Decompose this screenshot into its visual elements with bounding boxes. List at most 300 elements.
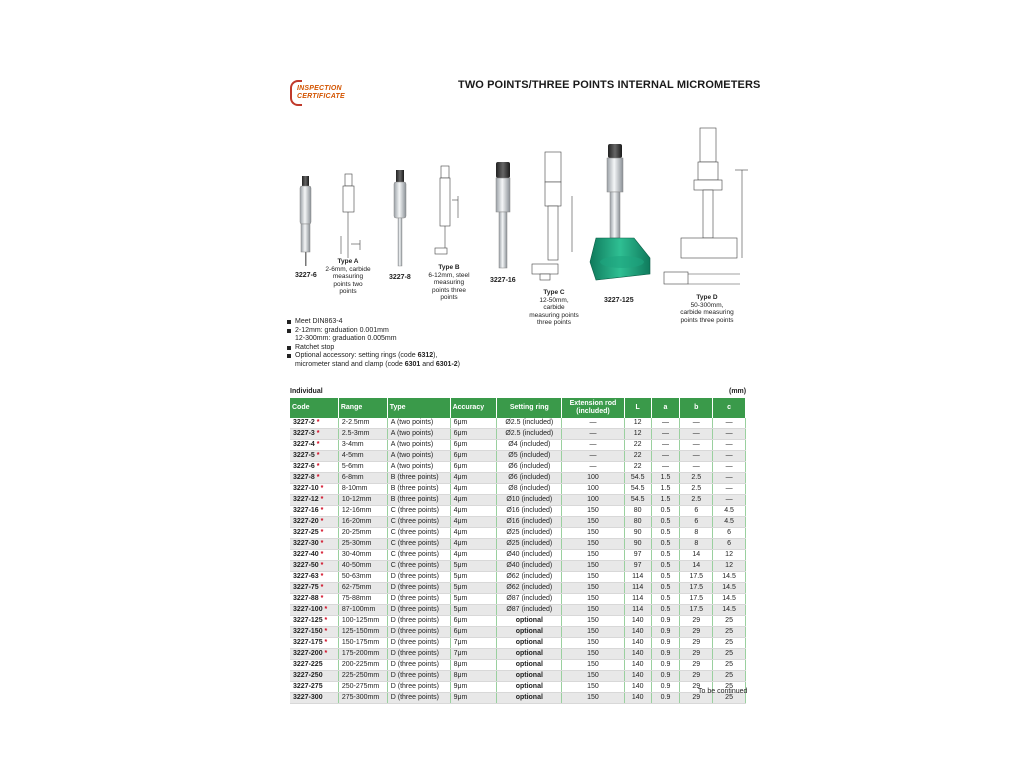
cell-c: 6 [713,539,746,550]
type-c-drawing [532,152,572,280]
cell-range: 5-6mm [338,462,387,473]
code-text: 3227-50 [293,562,319,569]
cell-extension-rod: — [562,429,625,440]
page-title: TWO POINTS/THREE POINTS INTERNAL MICROMETERS [458,79,761,91]
cell-a: 0.9 [651,660,680,671]
cell-c: 14.5 [713,572,746,583]
cell-c: — [713,495,746,506]
cell-l: 140 [624,682,651,693]
cell-a: 0.5 [651,561,680,572]
cell-extension-rod: 150 [562,528,625,539]
feature-text: 12-300mm: graduation 0.005mm [295,335,397,342]
feature-list [287,318,460,369]
cell-accuracy: 4μm [450,539,497,550]
cell-a: 0.5 [651,550,680,561]
cell-code [290,561,338,572]
cell-a: 1.5 [651,473,680,484]
code-text: 3227-20 [293,518,319,525]
type-b-drawing [435,166,458,254]
cell-type: D (three points) [387,583,450,594]
cell-extension-rod: 150 [562,616,625,627]
cell-a: — [651,418,680,429]
table-row [290,440,746,451]
cell-accuracy: 4μm [450,528,497,539]
cell-l: 22 [624,451,651,462]
cell-range: 40-50mm [338,561,387,572]
cell-accuracy: 7μm [450,649,497,660]
code-text: 3227-250 [293,672,323,679]
bullet-icon [287,320,291,324]
type-d-desc: 50-300mm, carbide measuring points three points [680,301,734,324]
inspection-star-icon: * [322,606,328,613]
cell-range: 10-12mm [338,495,387,506]
cell-setting-ring: optional [497,660,562,671]
cell-c: 12 [713,550,746,561]
cell-range: 75-88mm [338,594,387,605]
cell-b: 29 [680,627,713,638]
cell-accuracy: 6μm [450,451,497,462]
feature-text: ) [457,360,461,368]
col-header-c: c [713,398,746,418]
cell-code [290,638,338,649]
cell-setting-ring: optional [497,649,562,660]
cell-code [290,440,338,451]
cell-accuracy: 5μm [450,605,497,616]
cell-b: 14 [680,550,713,561]
cell-extension-rod: 150 [562,671,625,682]
cell-range: 250-275mm [338,682,387,693]
cell-type: D (three points) [387,682,450,693]
cell-setting-ring: Ø8 (included) [497,484,562,495]
cell-a: 0.5 [651,506,680,517]
cell-c: 12 [713,561,746,572]
code-text: 3227-10 [293,485,319,492]
logo-line2: CERTIFICATE [297,93,345,100]
cell-extension-rod: 150 [562,517,625,528]
cell-accuracy: 4μm [450,517,497,528]
table-row [290,495,746,506]
cell-range: 87-100mm [338,605,387,616]
cell-c: — [713,418,746,429]
table-row [290,594,746,605]
table-row [290,462,746,473]
code-text: 3227-12 [293,496,319,503]
cell-range: 2-2.5mm [338,418,387,429]
cell-range: 3-4mm [338,440,387,451]
cell-type: C (three points) [387,506,450,517]
logo-line1: INSPECTION [297,85,342,92]
micrometer-3227-16-image [496,162,510,268]
cell-extension-rod: 100 [562,495,625,506]
cell-accuracy: 4μm [450,473,497,484]
cell-type: A (two points) [387,440,450,451]
cell-c: 25 [713,649,746,660]
cell-range: 150-175mm [338,638,387,649]
code-text: 3227-3 [293,430,315,437]
cell-c: 14.5 [713,583,746,594]
cell-accuracy: 6μm [450,418,497,429]
table-row [290,583,746,594]
cell-l: 140 [624,616,651,627]
table-body [290,418,746,704]
cell-extension-rod: 150 [562,649,625,660]
cell-b: 29 [680,660,713,671]
type-a-label: Type A [337,258,359,265]
table-header-row [290,398,746,418]
cell-code [290,539,338,550]
table-row [290,528,746,539]
cell-a: — [651,462,680,473]
cell-b: 14 [680,561,713,572]
cell-type: B (three points) [387,495,450,506]
inspection-star-icon: * [318,573,324,580]
feature-text: micrometer stand and clamp (code [295,360,405,368]
col-header-code: Code [290,398,338,418]
cell-type: C (three points) [387,517,450,528]
cell-b: 8 [680,539,713,550]
cell-b: 29 [680,671,713,682]
cell-c: 25 [713,616,746,627]
cell-type: C (three points) [387,550,450,561]
code-text: 3227-300 [293,694,323,701]
cell-c: 4.5 [713,517,746,528]
code-text: 3227-63 [293,573,319,580]
cell-c: — [713,462,746,473]
cell-extension-rod: 150 [562,693,625,704]
inspection-star-icon: * [322,617,328,624]
cell-l: 97 [624,550,651,561]
bullet-icon [287,354,291,358]
cell-c: 14.5 [713,594,746,605]
cell-setting-ring: Ø25 (included) [497,528,562,539]
feature-text-line2 [295,361,460,370]
cell-c: 6 [713,528,746,539]
cell-c: 25 [713,693,746,704]
cell-b: 17.5 [680,594,713,605]
cell-accuracy: 5μm [450,561,497,572]
bullet-icon [287,346,291,350]
cell-accuracy: 6μm [450,627,497,638]
cell-setting-ring: optional [497,671,562,682]
cell-b: 2.5 [680,484,713,495]
cell-b: 29 [680,616,713,627]
cell-accuracy: 6μm [450,440,497,451]
col-header-l: L [624,398,651,418]
cell-a: 0.5 [651,605,680,616]
cell-c: 25 [713,660,746,671]
cell-setting-ring: Ø5 (included) [497,451,562,462]
cell-type: D (three points) [387,693,450,704]
cell-range: 100-125mm [338,616,387,627]
cell-accuracy: 6μm [450,462,497,473]
cell-extension-rod: — [562,440,625,451]
feature-text: and [420,360,436,368]
cell-l: 54.5 [624,473,651,484]
micrometer-3227-125-image [590,144,650,280]
cell-a: 0.9 [651,682,680,693]
cell-code [290,627,338,638]
cell-c: 25 [713,671,746,682]
cell-a: 0.9 [651,693,680,704]
cell-setting-ring: Ø10 (included) [497,495,562,506]
cell-a: 0.9 [651,616,680,627]
cell-code [290,484,338,495]
table-row [290,605,746,616]
table-row [290,616,746,627]
cell-b: 29 [680,649,713,660]
code-text: 3227-40 [293,551,319,558]
cell-range: 62-75mm [338,583,387,594]
cell-b: 29 [680,682,713,693]
cell-setting-ring: Ø6 (included) [497,462,562,473]
code-text: 3227-200 [293,650,323,657]
cell-extension-rod: — [562,451,625,462]
cell-b: 17.5 [680,583,713,594]
cell-l: 80 [624,517,651,528]
cell-setting-ring: Ø6 (included) [497,473,562,484]
cell-code [290,605,338,616]
cell-range: 4-5mm [338,451,387,462]
table-row [290,660,746,671]
type-b-label: Type B [438,264,460,271]
cell-a: 0.5 [651,572,680,583]
feature-text: Meet DIN863-4 [295,318,343,325]
col-header-extension-rod: Extension rod (included) [562,398,625,418]
cell-b: 17.5 [680,572,713,583]
cell-code [290,506,338,517]
cell-b: 29 [680,638,713,649]
cell-extension-rod: 150 [562,583,625,594]
cell-type: D (three points) [387,616,450,627]
cell-extension-rod: 150 [562,594,625,605]
cell-b: 6 [680,506,713,517]
cell-range: 175-200mm [338,649,387,660]
cell-type: C (three points) [387,539,450,550]
cell-a: 1.5 [651,484,680,495]
cell-type: A (two points) [387,462,450,473]
inspection-star-icon: * [318,551,324,558]
col-header-accuracy: Accuracy [450,398,497,418]
inspection-star-icon: * [314,463,320,470]
cell-setting-ring: Ø4 (included) [497,440,562,451]
cell-a: 0.9 [651,627,680,638]
cell-setting-ring: Ø16 (included) [497,517,562,528]
code-text: 3227-75 [293,584,319,591]
cell-range: 8-10mm [338,484,387,495]
table-row [290,627,746,638]
feature-text: ), [433,352,438,359]
feature-text: Optional accessory: setting rings (code [295,352,418,359]
inspection-star-icon: * [314,452,320,459]
cell-extension-rod: 150 [562,605,625,616]
table-row [290,682,746,693]
cell-b: — [680,440,713,451]
type-d-drawing [664,128,748,284]
cell-c: 14.5 [713,605,746,616]
cell-b: 29 [680,693,713,704]
cell-a: — [651,451,680,462]
table-row [290,561,746,572]
cell-l: 140 [624,627,651,638]
cell-a: 0.5 [651,517,680,528]
cell-type: A (two points) [387,418,450,429]
cell-code [290,473,338,484]
col-header-range: Range [338,398,387,418]
cell-code [290,550,338,561]
cell-l: 114 [624,605,651,616]
cell-a: 0.5 [651,528,680,539]
cell-l: 140 [624,649,651,660]
inspection-star-icon: * [318,540,324,547]
table-section-label: Individual [290,388,323,395]
code-text: 3227-150 [293,628,323,635]
inspection-star-icon: * [318,485,324,492]
cell-l: 12 [624,429,651,440]
cell-setting-ring: Ø2.5 (included) [497,418,562,429]
cell-a: 1.5 [651,495,680,506]
cell-l: 114 [624,583,651,594]
table-row [290,506,746,517]
inspection-star-icon: * [322,650,328,657]
cell-extension-rod: — [562,418,625,429]
cell-setting-ring: optional [497,638,562,649]
code-text: 3227-16 [293,507,319,514]
cell-extension-rod: 150 [562,660,625,671]
inspection-star-icon: * [314,441,320,448]
cell-a: — [651,429,680,440]
cell-a: 0.9 [651,649,680,660]
feature-item [287,352,460,369]
cell-setting-ring: Ø62 (included) [497,583,562,594]
cell-type: B (three points) [387,473,450,484]
cell-accuracy: 5μm [450,572,497,583]
cell-a: 0.5 [651,539,680,550]
cell-c: — [713,473,746,484]
type-b-desc: 6-12mm, steel measuring points three points [428,271,470,301]
inspection-star-icon: * [318,529,324,536]
inspection-star-icon: * [318,518,324,525]
cell-setting-ring: optional [497,627,562,638]
cell-code [290,528,338,539]
table-row [290,451,746,462]
cell-type: B (three points) [387,484,450,495]
cell-range: 225-250mm [338,671,387,682]
code-text: 3227-88 [293,595,319,602]
table-row [290,517,746,528]
type-d-label: Type D [696,294,718,301]
inspection-star-icon: * [322,639,328,646]
inspection-star-icon: * [318,562,324,569]
code-text: 3227-100 [293,606,323,613]
code-text: 3227-4 [293,441,315,448]
cell-b: 17.5 [680,605,713,616]
cell-l: 12 [624,418,651,429]
cell-range: 25-30mm [338,539,387,550]
cell-code [290,451,338,462]
cell-accuracy: 4μm [450,495,497,506]
cell-type: D (three points) [387,671,450,682]
cell-a: 0.5 [651,594,680,605]
cell-accuracy: 8μm [450,671,497,682]
cell-b: 2.5 [680,473,713,484]
cell-a: 0.9 [651,638,680,649]
cell-extension-rod: 150 [562,550,625,561]
cell-setting-ring: optional [497,693,562,704]
cell-l: 114 [624,572,651,583]
cell-c: 25 [713,638,746,649]
cell-range: 12-16mm [338,506,387,517]
cell-l: 22 [624,440,651,451]
cell-extension-rod: 150 [562,682,625,693]
cell-l: 140 [624,638,651,649]
cell-l: 90 [624,539,651,550]
feature-text: 2-12mm: graduation 0.001mm [295,326,389,334]
cell-setting-ring: Ø2.5 (included) [497,429,562,440]
stand-code: 6301 [404,360,421,368]
cell-range: 2.5-3mm [338,429,387,440]
cell-accuracy: 8μm [450,660,497,671]
model-3227-6: 3227-6 [295,272,317,279]
clamp-code: 6301-2 [435,360,458,368]
table-row [290,429,746,440]
continued-note: To be continued [698,688,748,695]
cell-accuracy: 6μm [450,429,497,440]
table-unit-label: (mm) [729,388,747,395]
cell-type: C (three points) [387,528,450,539]
type-a-drawing [341,174,360,258]
inspection-star-icon: * [314,419,320,426]
table-row [290,539,746,550]
type-c-desc: 12-50mm, carbide measuring points three points [529,296,579,326]
cell-type: A (two points) [387,429,450,440]
cell-a: 0.9 [651,671,680,682]
cell-b: — [680,429,713,440]
feature-item [287,344,460,353]
cell-l: 80 [624,506,651,517]
cell-b: — [680,462,713,473]
table-row [290,572,746,583]
cell-code [290,462,338,473]
cell-l: 140 [624,693,651,704]
cell-b: 8 [680,528,713,539]
inspection-star-icon: * [318,584,324,591]
cell-code [290,583,338,594]
type-b-caption [425,264,473,302]
cell-l: 54.5 [624,495,651,506]
cell-type: D (three points) [387,649,450,660]
table-row [290,671,746,682]
cell-range: 50-63mm [338,572,387,583]
cell-code [290,517,338,528]
code-text: 3227-30 [293,540,319,547]
cell-setting-ring: Ø40 (included) [497,550,562,561]
code-text: 3227-25 [293,529,319,536]
inspection-star-icon: * [318,496,324,503]
cell-extension-rod: — [562,462,625,473]
inspection-star-icon: * [318,595,324,602]
cell-b: 6 [680,517,713,528]
cell-c: — [713,484,746,495]
cell-type: D (three points) [387,660,450,671]
cell-code [290,572,338,583]
cell-setting-ring: optional [497,616,562,627]
cell-range: 30-40mm [338,550,387,561]
cell-setting-ring: Ø16 (included) [497,506,562,517]
inspection-star-icon: * [318,507,324,514]
cell-accuracy: 9μm [450,693,497,704]
feature-text: Ratchet stop [295,343,335,351]
cell-c: 25 [713,627,746,638]
